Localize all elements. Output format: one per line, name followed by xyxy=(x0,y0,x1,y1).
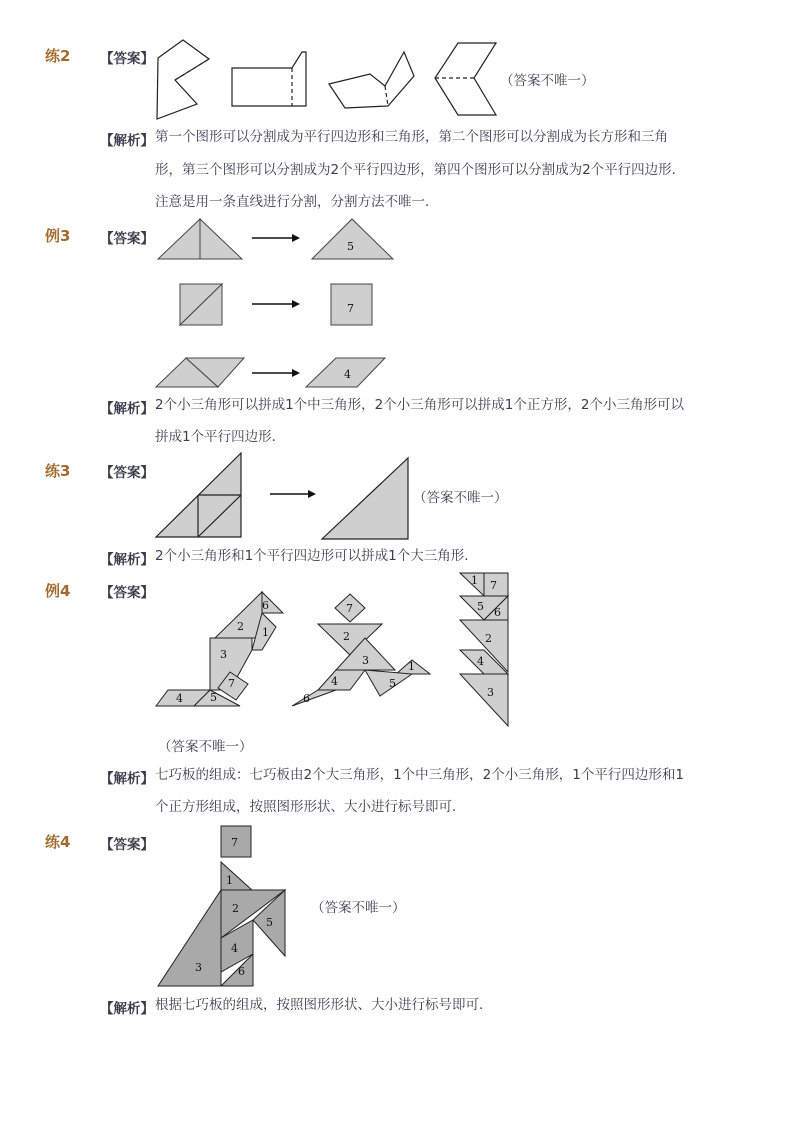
piece-number: 6 xyxy=(238,965,245,978)
lian2-shape-3 xyxy=(329,52,414,108)
piece-number: 4 xyxy=(176,692,183,705)
answer-note: （答案不唯一） xyxy=(413,490,508,506)
analysis-line: 注意是用一条直线进行分割，分割方法不唯一． xyxy=(155,194,439,210)
analysis-line: 2个小三角形可以拼成1个中三角形，2个小三角形可以拼成1个正方形，2个小三角形可以 xyxy=(155,397,684,413)
li4-f2-piece-6 xyxy=(292,690,336,706)
shape-number: 4 xyxy=(344,368,351,381)
analysis-line: 根据七巧板的组成，按照图形形状、大小进行标号即可． xyxy=(155,997,493,1013)
analysis-tag: 【解析】 xyxy=(100,401,154,417)
li4-f2-piece-4 xyxy=(318,670,365,690)
lian4-piece-3 xyxy=(158,890,221,986)
arrow-head-icon xyxy=(292,369,300,377)
section-label-li4: 例4 xyxy=(45,582,71,600)
answer-tag: 【答案】 xyxy=(100,51,154,67)
analysis-line: 拼成1个平行四边形． xyxy=(155,429,286,445)
section-label-lian2: 练2 xyxy=(45,47,71,65)
piece-number: 1 xyxy=(226,874,233,887)
piece-number: 7 xyxy=(231,836,238,849)
shape-number: 7 xyxy=(347,302,354,315)
lian4-figure xyxy=(150,822,295,990)
piece-number: 3 xyxy=(195,961,202,974)
analysis-tag: 【解析】 xyxy=(100,552,154,568)
answer-tag: 【答案】 xyxy=(100,231,154,247)
lian2-shape-1 xyxy=(157,40,209,119)
answer-note: （答案不唯一） xyxy=(311,900,406,916)
piece-number: 1 xyxy=(408,660,415,673)
piece-number: 5 xyxy=(389,677,396,690)
piece-number: 3 xyxy=(487,686,494,699)
li4-f3-piece-3 xyxy=(460,674,508,726)
lian3-right-triangle xyxy=(322,458,408,539)
piece-number: 2 xyxy=(237,620,244,633)
piece-number: 7 xyxy=(346,602,353,615)
piece-number: 5 xyxy=(477,600,484,613)
lian2-shape-4 xyxy=(435,43,496,115)
piece-number: 3 xyxy=(362,654,369,667)
piece-number: 2 xyxy=(485,632,492,645)
analysis-line: 个正方形组成，按照图形形状、大小进行标号即可． xyxy=(155,799,466,815)
piece-number: 6 xyxy=(303,692,310,705)
analysis-tag: 【解析】 xyxy=(100,1001,154,1017)
section-label-lian3: 练3 xyxy=(45,462,71,480)
arrow-head-icon xyxy=(292,300,300,308)
analysis-tag: 【解析】 xyxy=(100,771,154,787)
answer-tag: 【答案】 xyxy=(100,837,154,853)
analysis-line: 2个小三角形和1个平行四边形可以拼成1个大三角形． xyxy=(155,548,478,564)
arrow-head-icon xyxy=(308,490,316,498)
answer-tag: 【答案】 xyxy=(100,585,154,601)
piece-number: 6 xyxy=(494,606,501,619)
answer-note: （答案不唯一） xyxy=(500,73,595,89)
piece-number: 2 xyxy=(343,630,350,643)
piece-number: 1 xyxy=(471,574,478,587)
piece-number: 2 xyxy=(232,902,239,915)
analysis-line: 七巧板的组成：七巧板由2个大三角形，1个中三角形，2个小三角形，1个平行四边形和1 xyxy=(155,767,684,783)
piece-number: 4 xyxy=(231,942,238,955)
arrow-head-icon xyxy=(292,234,300,242)
piece-number: 4 xyxy=(477,655,484,668)
lian2-cut-3 xyxy=(385,86,388,106)
piece-number: 4 xyxy=(331,675,338,688)
analysis-tag: 【解析】 xyxy=(100,133,154,149)
li3-row1-left-a xyxy=(158,219,200,259)
section-label-li3: 例3 xyxy=(45,227,71,245)
piece-number: 5 xyxy=(266,916,273,929)
lian2-figures xyxy=(150,36,500,120)
piece-number: 3 xyxy=(220,648,227,661)
analysis-line: 第一个图形可以分割成为平行四边形和三角形，第二个图形可以分割成为长方形和三角 xyxy=(155,129,668,145)
lian3-figures xyxy=(150,450,420,542)
li3-row1-left-b xyxy=(200,219,242,259)
piece-number: 6 xyxy=(262,599,269,612)
section-label-lian4: 练4 xyxy=(45,833,71,851)
piece-number: 1 xyxy=(262,626,269,639)
shape-number: 5 xyxy=(347,240,354,253)
lian2-shape-2 xyxy=(232,52,306,106)
li4-figures xyxy=(150,568,520,730)
li3-figures xyxy=(150,215,400,390)
piece-number: 7 xyxy=(490,579,497,592)
li3-row1-right xyxy=(312,219,393,259)
piece-number: 5 xyxy=(210,691,217,704)
piece-number: 7 xyxy=(228,677,235,690)
answer-note: （答案不唯一） xyxy=(158,739,253,755)
analysis-line: 形，第三个图形可以分割成为2个平行四边形，第四个图形可以分割成为2个平行四边形． xyxy=(155,162,686,178)
answer-tag: 【答案】 xyxy=(100,465,154,481)
